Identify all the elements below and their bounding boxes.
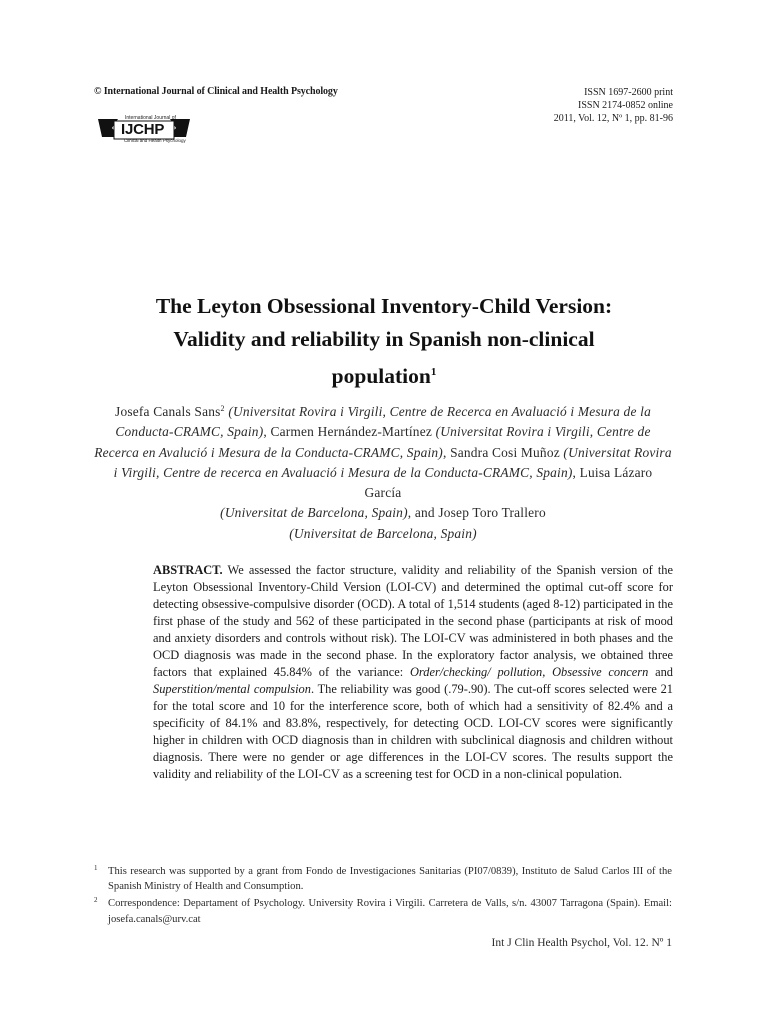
issue-info: 2011, Vol. 12, Nº 1, pp. 81-96 (553, 113, 673, 124)
abstract-text: and (648, 665, 673, 679)
author-affiliation: (Universitat Rovira i Virgili, Centre de Recerca en Avalució i Mesura de la Conducta-CRAMC, Spain) (94, 424, 651, 460)
author-separator: , (572, 464, 580, 480)
factor-name: Obsessive concern (552, 665, 649, 679)
author-footnote-mark: 2 (220, 404, 225, 413)
author-separator: , (442, 444, 451, 460)
author-affiliation: (Universitat Rovira i Virgili, Centre de recerca en Avaluació i Mesura de la Conducta-CRAMC, Spain) (113, 444, 672, 480)
title-line-2: Validity and reliability in Spanish non-clinical (173, 327, 595, 351)
issn-print: ISSN 1697-2600 print (584, 87, 673, 98)
abstract (153, 562, 673, 783)
abstract-text: , (542, 665, 553, 679)
author-name: Josefa Canals Sans (115, 404, 221, 419)
ijchp-logo (96, 111, 192, 151)
author-name: Carmen Hernández-Martínez (270, 424, 432, 440)
footnotes (94, 864, 672, 929)
footnote-number: 1 (94, 864, 98, 872)
journal-info (413, 86, 673, 125)
factor-name: Order/checking/ pollution (409, 665, 543, 679)
page-footer: Int J Clin Health Psychol, Vol. 12. Nº 1 (491, 937, 672, 949)
author-affiliation: (Universitat de Barcelona, Spain) (220, 505, 408, 521)
author-name: Josep Toro Trallero (438, 505, 546, 521)
abstract-text: We assessed the factor structure, validity and reliability of the Spanish version of the Leyton Obsessional Inventory-Child Version (LOI-CV) and determined the optimal cut-off score for detecting obsessive-compulsive disorder (OCD). A total of 1,514 students (aged 8-12) participated in the first phase of the study and 562 of these participated in the second phase (participants at risk of mood and anxiety disorders and controls without risk). The LOI-CV was administered in both phases and the OCD diagnosis was made in the second phase. In the exploratory factor analysis, we obtained three factors that explained 45.84% of the variance: (153, 563, 673, 679)
footnote (94, 896, 672, 926)
title-line-1: The Leyton Obsessional Inventory-Child Version: (155, 294, 613, 318)
title-line-3: population (331, 364, 431, 388)
footnote-text: This research was supported by a grant from Fondo de Investigaciones Sanitarias (PI07/0839), Instituto de Salud Carlos III of the Spanish Ministry of Health and Consumption. (108, 866, 672, 893)
author-affiliation: (Universitat de Barcelona, Spain) (289, 525, 477, 541)
author-name: Sandra Cosi Muñoz (450, 444, 560, 460)
title-footnote-mark: 1 (430, 366, 437, 378)
logo-bottom-text: Clinical and Health Psychology (124, 138, 186, 143)
abstract-label: ABSTRACT. (153, 563, 223, 577)
footnote (94, 864, 672, 894)
journal-copyright: © International Journal of Clinical and Health Psychology (94, 86, 338, 97)
author-separator: , and (407, 505, 439, 521)
author-list (94, 399, 672, 544)
logo-top-text: International Journal of (125, 115, 176, 121)
logo-main-text: IJCHP (121, 121, 165, 138)
footnote-text: Correspondence: Departament of Psychology. University Rovira i Virgili. Carretera de Valls, s/n. 43007 Tarragona (Spain). Email: josefa.canals@urv.cat (108, 898, 672, 925)
issn-online: ISSN 2174-0852 online (578, 100, 673, 111)
author-separator: , (263, 424, 271, 440)
factor-name: Superstition/mental compulsion (153, 682, 311, 696)
footnote-number: 2 (94, 896, 98, 905)
abstract-text: . The reliability was good (.79-.90). The cut-off scores selected were 21 for the total score and 10 for the interference score, both of which had a sensitivity of 82.4% and a specificity of 84.1% and 83.8%, respectively, for detecting OCD. LOI-CV scores were significantly higher in children with OCD diagnosis than in children with subclinical diagnosis and children without diagnosis. There were no gender or age differences in the LOI-CV scores. The results support the validity and reliability of the LOI-CV as a screening test for OCD in a non-clinical population. (153, 682, 673, 781)
author-affiliation: (Universitat Rovira i Virgili, Centre de Recerca en Avaluació i Mesura de la Conducta-CRAMC, Spain) (115, 404, 651, 440)
author-name: Luisa Lázaro García (364, 464, 653, 501)
article-title (84, 290, 684, 393)
